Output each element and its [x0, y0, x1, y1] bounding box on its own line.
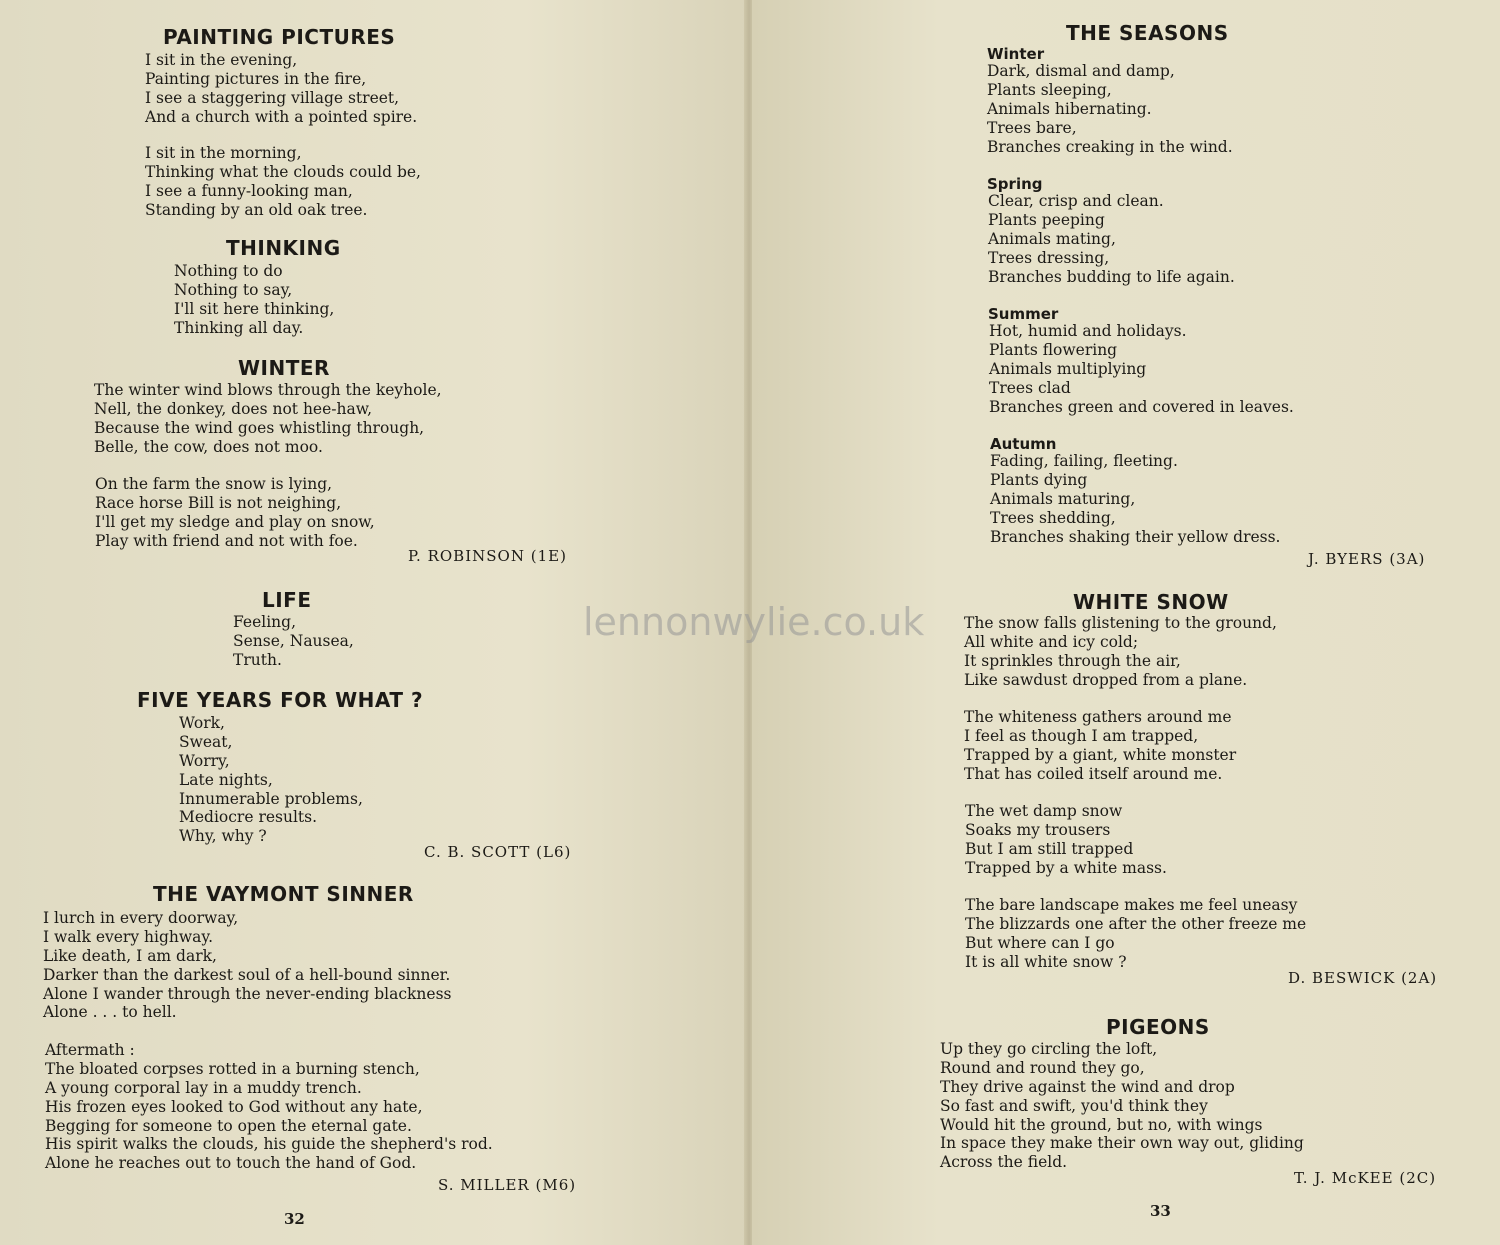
poem-stanza — [964, 708, 1236, 784]
poem-line: The bare landscape makes me feel uneasy — [965, 896, 1298, 914]
poem-line: And a church with a pointed spire. — [145, 107, 418, 126]
poem-line: Branches creaking in the wind. — [987, 137, 1233, 156]
poem-line: Up they go circling the loft, — [940, 1040, 1158, 1058]
poem-author: T. J. McKEE (2C) — [1294, 1169, 1437, 1187]
poem-line: I sit in the evening, — [145, 51, 298, 69]
poem-line: Nothing to do — [174, 262, 283, 280]
poem-line: I'll get my sledge and play on snow, — [95, 512, 375, 531]
poem-stanza — [45, 1041, 493, 1173]
poem-line: All white and icy cold; — [964, 632, 1139, 651]
poem-line: Because the wind goes whistling through, — [94, 418, 425, 437]
poem-line: I lurch in every doorway, — [43, 909, 239, 927]
poem-line: That has coiled itself around me. — [964, 764, 1223, 783]
poem-line: Plants dying — [990, 470, 1088, 489]
poem-line: Worry, — [179, 751, 230, 770]
poem-line: I sit in the morning, — [145, 144, 302, 162]
poem-line: I walk every highway. — [43, 927, 214, 946]
poem-line: Dark, dismal and damp, — [987, 62, 1175, 80]
poem-title: PAINTING PICTURES — [163, 25, 396, 49]
poem-line: A young corporal lay in a muddy trench. — [45, 1078, 362, 1097]
poem-stanza — [179, 714, 363, 846]
poem-line: Race horse Bill is not neighing, — [95, 493, 342, 512]
poem-line: Nell, the donkey, does not hee-haw, — [94, 399, 373, 418]
poem-title: THE SEASONS — [1066, 21, 1229, 45]
poem-author: D. BESWICK (2A) — [1288, 969, 1438, 987]
poem-line: Animals hibernating. — [987, 99, 1152, 118]
poem-author: S. MILLER (M6) — [438, 1176, 577, 1194]
poem-line: Trees dressing, — [988, 248, 1110, 267]
poem-line: Nothing to say, — [174, 280, 293, 299]
poem-line: Round and round they go, — [940, 1058, 1145, 1077]
page-number: 32 — [284, 1210, 305, 1228]
page-number: 33 — [1150, 1202, 1171, 1220]
poem-line: Trees clad — [989, 378, 1071, 397]
poem-line: Plants peeping — [988, 210, 1105, 229]
poem-line: Sense, Nausea, — [233, 631, 354, 650]
poem-line: Truth. — [233, 650, 282, 669]
poem-line: Plants flowering — [989, 340, 1118, 359]
poem-line: Late nights, — [179, 770, 273, 789]
section-heading: Spring — [987, 175, 1043, 193]
poem-stanza — [145, 51, 417, 127]
poem-line: Branches budding to life again. — [988, 267, 1235, 286]
poem-line: Alone he reaches out to touch the hand of God. — [45, 1154, 417, 1173]
poem-line: The bloated corpses rotted in a burning stench, — [45, 1059, 420, 1078]
poem-line: Why, why ? — [179, 827, 267, 846]
poem-line: They drive against the wind and drop — [940, 1077, 1235, 1096]
poem-line: Animals mating, — [988, 229, 1116, 248]
poem-line: Mediocre results. — [179, 808, 318, 827]
poem-stanza — [940, 1040, 1304, 1172]
poem-line: His spirit walks the clouds, his guide the shepherd's rod. — [45, 1135, 493, 1154]
poem-line: Fading, failing, fleeting. — [990, 452, 1178, 470]
watermark: lennonwylie.co.uk — [583, 600, 925, 644]
poem-line: The whiteness gathers around me — [964, 708, 1232, 726]
poem-line: Standing by an old oak tree. — [145, 200, 368, 219]
poem-line: Aftermath : — [45, 1041, 135, 1059]
poem-line: Would hit the ground, but no, with wings — [940, 1115, 1263, 1134]
poem-line: Alone I wander through the never-ending blackness — [43, 984, 452, 1003]
poem-line: Trapped by a white mass. — [965, 858, 1167, 877]
poem-line: It is all white snow ? — [965, 952, 1127, 971]
poem-line: On the farm the snow is lying, — [95, 475, 333, 493]
poem-stanza — [990, 452, 1281, 546]
poem-line: Work, — [179, 714, 225, 732]
poem-title: LIFE — [262, 588, 312, 612]
poem-stanza — [145, 144, 421, 220]
poem-stanza — [233, 613, 354, 670]
poem-line: Animals multiplying — [989, 359, 1147, 378]
poem-line: His frozen eyes looked to God without any hate, — [45, 1097, 423, 1116]
poem-line: Begging for someone to open the eternal gate. — [45, 1116, 412, 1135]
poem-title: THINKING — [226, 236, 341, 260]
poem-line: Darker than the darkest soul of a hell-bound sinner. — [43, 965, 451, 984]
poem-author: C. B. SCOTT (L6) — [424, 843, 572, 861]
section-heading: Winter — [987, 45, 1045, 63]
poem-line: Soaks my trousers — [965, 820, 1111, 839]
poem-line: So fast and swift, you'd think they — [940, 1096, 1208, 1115]
poem-line: Thinking what the clouds could be, — [145, 162, 421, 181]
poem-line: Across the field. — [940, 1153, 1068, 1172]
poem-author: P. ROBINSON (1E) — [408, 547, 567, 565]
poem-line: Like death, I am dark, — [43, 946, 217, 965]
poem-line: Sweat, — [179, 732, 233, 751]
poem-title: WHITE SNOW — [1073, 590, 1229, 614]
poem-stanza — [95, 475, 375, 551]
poem-line: I see a staggering village street, — [145, 88, 400, 107]
poem-line: The snow falls glistening to the ground, — [964, 614, 1277, 632]
poem-line: Branches green and covered in leaves. — [989, 397, 1294, 416]
poem-line: Animals maturing, — [990, 489, 1136, 508]
poem-line: The winter wind blows through the keyhole, — [94, 381, 442, 399]
poem-stanza — [965, 802, 1167, 878]
poem-author: J. BYERS (3A) — [1308, 550, 1426, 568]
poem-line: Clear, crisp and clean. — [988, 192, 1164, 210]
poem-line: Alone . . . to hell. — [43, 1003, 177, 1022]
poem-line: I see a funny-looking man, — [145, 181, 353, 200]
poem-line: Innumerable problems, — [179, 789, 363, 808]
poem-line: In space they make their own way out, gliding — [940, 1134, 1304, 1153]
poem-stanza — [988, 192, 1235, 286]
poem-title: THE VAYMONT SINNER — [153, 882, 414, 906]
poem-title: FIVE YEARS FOR WHAT ? — [137, 688, 424, 712]
poem-line: But where can I go — [965, 933, 1115, 952]
poem-line: I feel as though I am trapped, — [964, 726, 1199, 745]
poem-line: Trees shedding, — [990, 508, 1116, 527]
poem-line: The blizzards one after the other freeze me — [965, 914, 1307, 933]
section-heading: Summer — [988, 305, 1059, 323]
poem-title: WINTER — [238, 356, 330, 380]
poem-line: Painting pictures in the fire, — [145, 69, 367, 88]
poem-line: Play with friend and not with foe. — [95, 531, 358, 550]
poem-stanza — [987, 62, 1233, 156]
poem-line: Branches shaking their yellow dress. — [990, 527, 1281, 546]
poem-line: Hot, humid and holidays. — [989, 322, 1187, 340]
poem-line: Like sawdust dropped from a plane. — [964, 670, 1248, 689]
poem-line: I'll sit here thinking, — [174, 299, 335, 318]
poem-title: PIGEONS — [1106, 1015, 1210, 1039]
poem-line: Trapped by a giant, white monster — [964, 745, 1237, 764]
poem-line: Belle, the cow, does not moo. — [94, 437, 323, 456]
poem-line: But I am still trapped — [965, 839, 1134, 858]
poem-line: Feeling, — [233, 613, 296, 631]
poem-line: Plants sleeping, — [987, 80, 1112, 99]
poem-line: The wet damp snow — [965, 802, 1123, 820]
section-heading: Autumn — [990, 435, 1057, 453]
poem-stanza — [964, 614, 1277, 690]
poem-stanza — [989, 322, 1294, 416]
poem-stanza — [965, 896, 1306, 972]
poem-line: Thinking all day. — [174, 318, 304, 337]
poem-line: It sprinkles through the air, — [964, 651, 1181, 670]
poem-line: Trees bare, — [987, 118, 1077, 137]
poem-stanza — [174, 262, 334, 338]
poem-stanza — [43, 909, 451, 1022]
poem-stanza — [94, 381, 442, 457]
